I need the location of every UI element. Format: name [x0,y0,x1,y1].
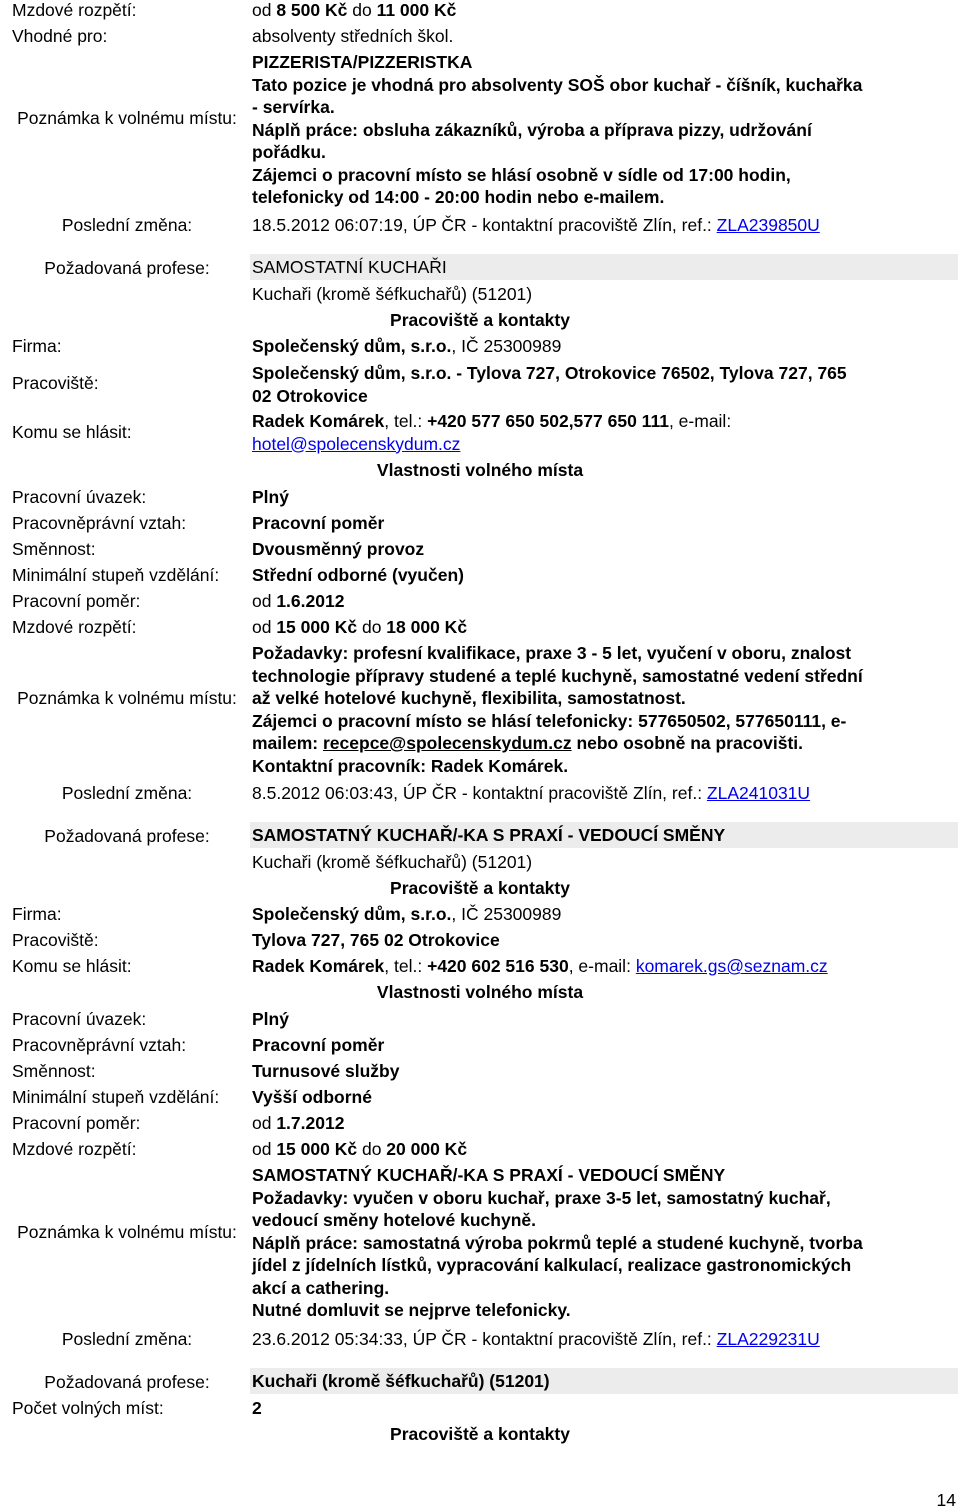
count-label: Počet volných míst: [12,1398,164,1418]
ref-link[interactable]: ZLA229231U [716,1329,820,1349]
profession-label: Požadovaná profese: [44,258,210,278]
note-text: Požadavky: profesní kvalifikace, praxe 3 - 5 let, vyučení v oboru, znalost technologie přípravy studené a teplé kuchyně, samostatné vedení střední až velké hotelové kuchyně, flexibilita, samostatnost. Zájemci o pracovní místo se hlásí telefonicky: 577650502, 577650111, e- mailem: recepce@spolecenskydum.cz nebo osobně na pracovišti. Kontaktní pracovník: Radek Komárek. [252,643,863,776]
props-heading: Vlastnosti volného místa [376,982,584,1002]
suitable-label: Vhodné pro: [12,26,108,46]
start-value: od 1.6.2012 [252,591,345,611]
shift-value: Turnusové služby [252,1061,400,1081]
shift-label: Směnnost: [12,1061,96,1081]
last-change-label: Poslední změna: [61,783,193,803]
firm-value: Společenský dům, s.r.o., IČ 25300989 [252,904,562,924]
shift-label: Směnnost: [12,539,96,559]
workload-label: Pracovní úvazek: [12,1009,147,1029]
props-heading: Vlastnosti volného místa [376,460,584,480]
note-label: Poznámka k volnému místu: [17,108,237,128]
salary-label: Mzdové rozpětí: [12,1139,137,1159]
salary-value: od 15 000 Kč do 20 000 Kč [252,1139,468,1159]
workplace-heading: Pracoviště a kontakty [390,878,570,898]
profession-value: SAMOSTATNÝ KUCHAŘ/-KA S PRAXÍ - VEDOUCÍ SMĚNY [252,825,726,845]
count-value: 2 [252,1398,262,1418]
workplace-value: Tylova 727, 765 02 Otrokovice [252,930,500,950]
note-label: Poznámka k volnému místu: [17,1222,237,1242]
start-label: Pracovní poměr: [12,591,141,611]
profession-value: Kuchaři (kromě šéfkuchařů) (51201) [252,1371,550,1391]
ref-link[interactable]: ZLA239850U [716,215,820,235]
contact-label: Komu se hlásit: [12,956,132,976]
salary-label: Mzdové rozpětí: [12,0,137,20]
relation-value: Pracovní poměr [252,1035,385,1055]
start-label: Pracovní poměr: [12,1113,141,1133]
contact-email-link[interactable]: komarek.gs@seznam.cz [635,956,828,976]
firm-value: Společenský dům, s.r.o., IČ 25300989 [252,336,562,356]
education-value: Vyšší odborné [252,1087,372,1107]
contact-value: Radek Komárek, tel.: +420 602 516 530, e-mail: komarek.gs@seznam.cz [252,956,828,976]
note-email[interactable]: recepce@spolecenskydum.cz [323,733,572,753]
last-change-label: Poslední změna: [61,1329,193,1349]
profession-value: SAMOSTATNÍ KUCHAŘI [252,257,447,277]
education-value: Střední odborné (vyučen) [252,565,464,585]
workplace-label: Pracoviště: [12,930,99,950]
last-change-value: 8.5.2012 06:03:43, ÚP ČR - kontaktní pracoviště Zlín, ref.: ZLA241031U [252,783,811,803]
workplace-heading: Pracoviště a kontakty [390,1424,570,1444]
education-label: Minimální stupeň vzdělání: [12,565,220,585]
salary-value: od 15 000 Kč do 18 000 Kč [252,617,468,637]
relation-label: Pracovněprávní vztah: [12,513,187,533]
ref-link[interactable]: ZLA241031U [706,783,811,803]
contact-label: Komu se hlásit: [12,422,132,442]
relation-label: Pracovněprávní vztah: [12,1035,187,1055]
workplace-value: Společenský dům, s.r.o. - Tylova 727, Otrokovice 76502, Tylova 727, 765 02 Otrokovice [252,363,847,406]
firm-label: Firma: [12,904,62,924]
profession-label: Požadovaná profese: [44,826,210,846]
salary-value: od 8 500 Kč do 11 000 Kč [252,0,457,20]
profession-sub: Kuchaři (kromě šéfkuchařů) (51201) [252,852,533,872]
workload-value: Plný [252,487,289,507]
last-change-value: 18.5.2012 06:07:19, ÚP ČR - kontaktní pracoviště Zlín, ref.: ZLA239850U [252,215,820,235]
relation-value: Pracovní poměr [252,513,385,533]
workload-value: Plný [252,1009,289,1029]
firm-label: Firma: [12,336,62,356]
shift-value: Dvousměnný provoz [252,539,425,559]
profession-label: Požadovaná profese: [44,1372,210,1392]
start-value: od 1.7.2012 [252,1113,345,1133]
note-text: PIZZERISTA/PIZZERISTKA Tato pozice je vhodná pro absolventy SOŠ obor kuchař - číšník, kuchařka - servírka. Náplň práce: obsluha zákazníků, výroba a příprava pizzy, udržování pořádku. Zájemci o pracovní místo se hlásí osobně v sídle od 17:00 hodin, telefonicky od 14:00 - 20:00 hodin nebo e-mailem. [252,52,863,207]
workplace-label: Pracoviště: [12,373,99,393]
last-change-label: Poslední změna: [61,215,193,235]
salary-label: Mzdové rozpětí: [12,617,137,637]
page-number: 14 [936,1490,956,1510]
workplace-heading: Pracoviště a kontakty [390,310,570,330]
note-text: SAMOSTATNÝ KUCHAŘ/-KA S PRAXÍ - VEDOUCÍ SMĚNY Požadavky: vyučen v oboru kuchař, praxe 3-5 let, samostatný kuchař, vedoucí směny hotelové kuchyně. Náplň práce: samostatná výroba pokrmů teplé a studené kuchyně, tvorba jídel z jídelních lístků, vypracování kalkulací, realizace gastronomických akcí a cathering. Nutné domluvit se nejprve telefonicky. [252,1165,863,1320]
contact-email-link[interactable]: hotel@spolecenskydum.cz [252,433,461,454]
note-label: Poznámka k volnému místu: [17,688,237,708]
workload-label: Pracovní úvazek: [12,487,147,507]
profession-sub: Kuchaři (kromě šéfkuchařů) (51201) [252,284,533,304]
contact-value: Radek Komárek, tel.: +420 577 650 502,577 650 111, e-mail: hotel@spolecenskydum.cz [252,411,732,454]
last-change-value: 23.6.2012 05:34:33, ÚP ČR - kontaktní pracoviště Zlín, ref.: ZLA229231U [252,1329,820,1349]
education-label: Minimální stupeň vzdělání: [12,1087,220,1107]
suitable-value: absolventy středních škol. [252,26,454,46]
